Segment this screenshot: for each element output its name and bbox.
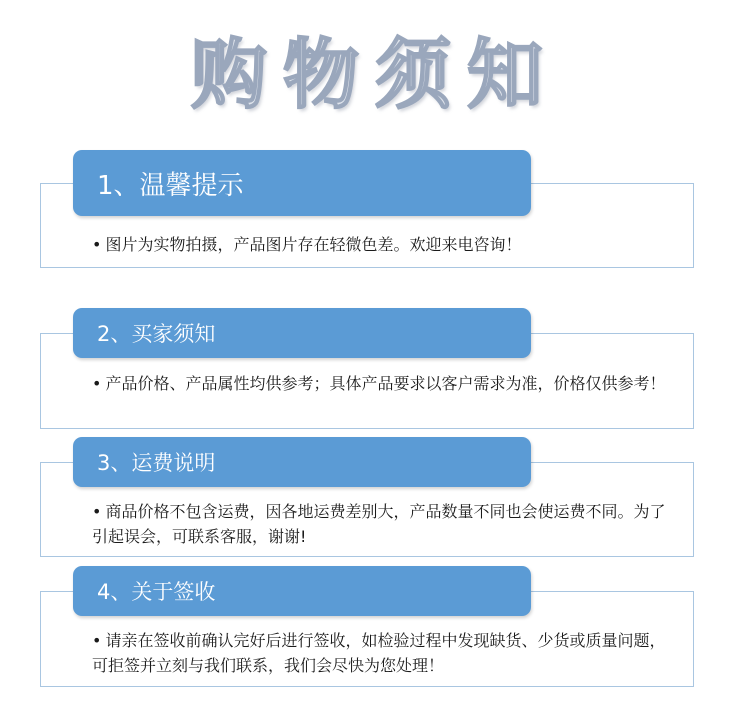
section-heading: 4、关于签收 (97, 580, 216, 604)
section-text (92, 232, 672, 257)
section-header (73, 150, 531, 216)
bullet-icon: • (92, 631, 102, 650)
section-shipping (40, 437, 694, 557)
section-header (73, 437, 531, 487)
section-body: 请亲在签收前确认完好后进行签收，如检验过程中发现缺货、少货或质量问题，可拒签并立刻与我们联系，我们会尽快为您处理！ (92, 631, 666, 675)
bullet-icon: • (92, 374, 102, 393)
page-title: 购物须知 (191, 30, 559, 119)
section-header (73, 566, 531, 616)
section-heading: 1、温馨提示 (97, 170, 244, 201)
section-warm-tips (40, 150, 694, 268)
section-heading: 3、运费说明 (97, 451, 216, 475)
section-receipt (40, 566, 694, 686)
section-body: 商品价格不包含运费，因各地运费差别大，产品数量不同也会使运费不同。为了引起误会，可联系客服，谢谢! (92, 502, 666, 546)
section-text (92, 371, 672, 396)
section-heading: 2、买家须知 (97, 322, 216, 346)
section-buyer-notice (40, 308, 694, 428)
section-body: 产品价格、产品属性均供参考；具体产品要求以客户需求为准，价格仅供参考！ (105, 374, 666, 393)
bullet-icon: • (92, 235, 102, 254)
section-header (73, 308, 531, 358)
bullet-icon: • (92, 502, 102, 521)
section-body: 图片为实物拍摄，产品图片存在轻微色差。欢迎来电咨询！ (105, 235, 522, 254)
section-text (92, 628, 672, 678)
section-text (92, 499, 672, 549)
